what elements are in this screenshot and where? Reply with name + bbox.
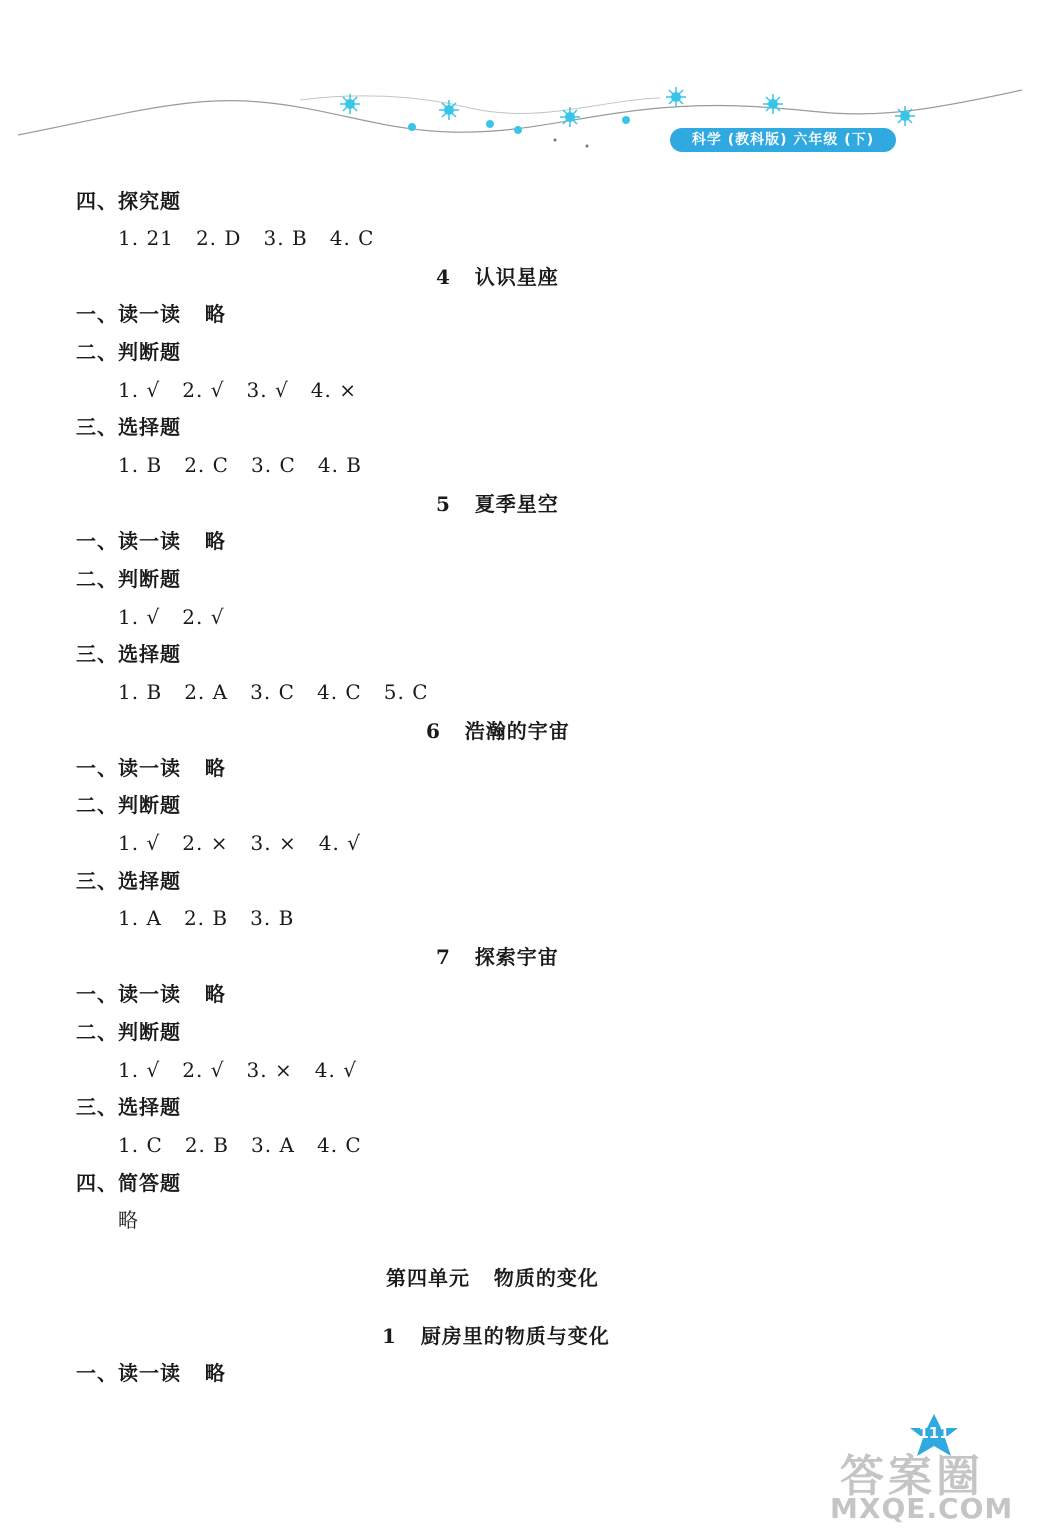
unit-title: 第四单元 物质的变化 [386,1266,599,1290]
dot-icon [554,139,557,142]
section-heading: 一、读一读 略 [76,982,226,1006]
section-heading: 三、选择题 [76,642,181,666]
lesson-title: 6 浩瀚的宇宙 [426,719,570,743]
snowflake-icon [895,106,915,126]
answer-line: 1. √ 2. √ [118,605,225,629]
answer-line: 1. √ 2. × 3. × 4. √ [118,831,361,855]
answer-line: 1. √ 2. √ 3. √ 4. × [118,378,357,402]
snowflake-icon [340,94,360,114]
section-heading: 二、判断题 [76,567,181,591]
page-number: 111 [918,1424,950,1442]
section-heading: 一、读一读 略 [76,1361,226,1385]
lesson-title: 5 夏季星空 [436,492,559,516]
dot-icon [486,120,494,128]
answer-line: 1. 21 2. D 3. B 4. C [118,226,375,250]
lesson-title: 1 厨房里的物质与变化 [382,1324,610,1348]
watermark [830,1440,1030,1530]
lesson-title: 4 认识星座 [436,265,559,289]
section-heading: 一、读一读 略 [76,529,226,553]
snowflake-icon [763,94,783,114]
section-heading: 四、简答题 [76,1171,181,1195]
dot-icon [586,145,589,148]
lesson-title: 7 探索宇宙 [436,945,559,969]
answer-line: 1. B 2. C 3. C 4. B [118,453,362,477]
watermark-url: MXQE.COM [830,1492,1014,1525]
answer-line: 略 [118,1208,139,1232]
answer-line: 1. √ 2. √ 3. × 4. √ [118,1058,357,1082]
page-header [0,0,1041,175]
section-heading: 二、判断题 [76,1020,181,1044]
section-heading: 二、判断题 [76,793,181,817]
snowflake-icon [666,87,686,107]
snowflake-icon [439,100,459,120]
section-heading: 一、读一读 略 [76,302,226,326]
dot-icon [514,126,522,134]
section-heading: 一、读一读 略 [76,756,226,780]
section-heading: 三、选择题 [76,1095,181,1119]
answer-line: 1. B 2. A 3. C 4. C 5. C [118,680,429,704]
watermark-text: 答案圈 [840,1451,984,1502]
snowflake-icon [560,107,580,127]
section-heading: 三、选择题 [76,869,181,893]
dot-icon [408,123,416,131]
dot-icon [622,116,630,124]
answer-line: 1. A 2. B 3. B [118,906,295,930]
book-badge: 科学 (教科版) 六年级 (下) [670,128,896,152]
section-heading: 三、选择题 [76,415,181,439]
answer-line: 1. C 2. B 3. A 4. C [118,1133,362,1157]
section-heading: 四、探究题 [76,189,181,213]
section-heading: 二、判断题 [76,340,181,364]
